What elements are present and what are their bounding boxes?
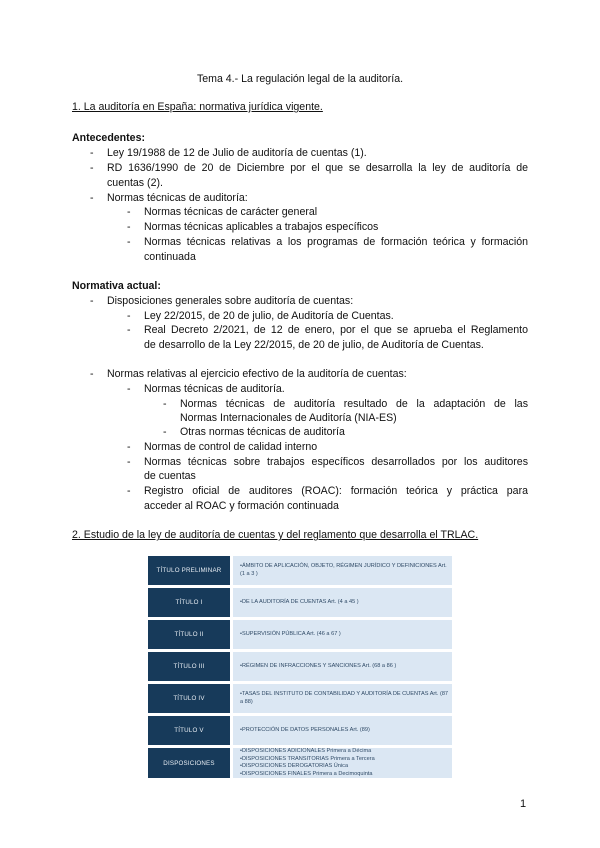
list-item: Normas técnicas de auditoría:	[107, 192, 248, 204]
list-item: Disposiciones generales sobre auditoría de cuentas:	[107, 295, 354, 307]
sub-list-item: Real Decreto 2/2021, de 12 de enero, por el que se aprueba el Reglamento	[144, 324, 528, 336]
content-line: •DISPOSICIONES ADICIONALES Primera a Décima	[240, 748, 372, 754]
bullet-dash: -	[127, 310, 131, 322]
normativa-heading: Normativa actual:	[72, 280, 161, 292]
table-row	[148, 684, 452, 713]
sub-list-item: Normas técnicas de carácter general	[144, 206, 318, 218]
sub-list-item-continued: de cuentas	[144, 470, 196, 482]
content-cell: •PROTECCIÓN DE DATOS PERSONALES Art. (89)	[230, 716, 452, 745]
sub-list-item: Normas técnicas sobre trabajos específicos desarrollados por los auditores	[144, 456, 528, 468]
bullet-dash: -	[90, 192, 94, 204]
list-item: RD 1636/1990 de 20 de Diciembre por el que se desarrolla la ley de auditoría de	[107, 162, 528, 174]
sub-list-item: Normas técnicas de auditoría.	[144, 383, 285, 395]
content-cell: •SUPERVISIÓN PÚBLICA Art. (46 a 67 )	[230, 620, 452, 649]
sub-list-item-continued: acceder al ROAC y formación continuada	[144, 500, 339, 512]
content-cell: •ÁMBITO DE APLICACIÓN, OBJETO, RÉGIMEN JURÍDICO Y DEFINICIONES Art. (1 a 3 )	[230, 556, 452, 585]
bullet-dash: -	[127, 441, 131, 453]
title-cell: DISPOSICIONES	[148, 748, 230, 778]
bullet-dash: -	[90, 162, 94, 174]
list-item-continued: cuentas (2).	[107, 177, 163, 189]
title-cell: TÍTULO PRELIMINAR	[148, 556, 230, 585]
title-cell: TÍTULO II	[148, 620, 230, 649]
bullet-dash: -	[90, 368, 94, 380]
list-item: Normas relativas al ejercicio efectivo de la auditoría de cuentas:	[107, 368, 407, 380]
content-line: •DISPOSICIONES FINALES Primera a Decimoquinta	[240, 770, 373, 777]
table-row	[148, 652, 452, 681]
section-2-heading: 2. Estudio de la ley de auditoría de cuentas y del reglamento que desarrolla el TRLAC.	[72, 529, 479, 541]
bullet-dash: -	[127, 206, 131, 218]
bullet-dash: -	[127, 324, 131, 336]
bullet-dash: -	[90, 147, 94, 159]
sub-sub-list-item: Otras normas técnicas de auditoría	[180, 426, 345, 438]
bullet-dash: -	[127, 383, 131, 395]
table-row	[148, 748, 452, 778]
section-1-heading: 1. La auditoría en España: normativa jurídica vigente.	[72, 101, 323, 113]
content-line: •DISPOSICIONES DEROGATORIAS Única	[240, 763, 349, 769]
law-structure-table	[148, 553, 452, 781]
table-row	[148, 556, 452, 585]
bullet-dash: -	[127, 236, 131, 248]
content-cell	[230, 748, 452, 778]
table-row	[148, 620, 452, 649]
bullet-dash: -	[127, 221, 131, 233]
bullet-dash: -	[90, 295, 94, 307]
list-item: Ley 19/1988 de 12 de Julio de auditoría de cuentas (1).	[107, 147, 367, 159]
page-title: Tema 4.- La regulación legal de la auditoría.	[196, 73, 404, 85]
sub-list-item: Normas técnicas aplicables a trabajos específicos	[144, 221, 379, 233]
content-cell: •TASAS DEL INSTITUTO DE CONTABILIDAD Y AUDITORÍA DE CUENTAS Art. (87 a 88)	[230, 684, 452, 713]
bullet-dash: -	[163, 398, 167, 410]
sub-sub-list-item: Normas técnicas de auditoría resultado de la adaptación de las	[180, 398, 528, 410]
sub-list-item: Normas técnicas relativas a los programas de formación teórica y formación	[144, 236, 528, 248]
page-number: 1	[520, 798, 527, 810]
sub-sub-list-item-continued: Normas Internacionales de Auditoría (NIA-ES)	[180, 412, 397, 424]
sub-list-item-continued: continuada	[144, 251, 196, 263]
content-cell: •DE LA AUDITORÍA DE CUENTAS Art. (4 a 45 )	[230, 588, 452, 617]
bullet-dash: -	[127, 456, 131, 468]
content-cell: •RÉGIMEN DE INFRACCIONES Y SANCIONES Art. (68 a 86 )	[230, 652, 452, 681]
title-cell: TÍTULO IV	[148, 684, 230, 713]
sub-list-item-continued: de desarrollo de la Ley 22/2015, de 20 de julio, de Auditoría de Cuentas.	[144, 339, 484, 351]
antecedentes-heading: Antecedentes:	[72, 132, 145, 144]
title-cell: TÍTULO V	[148, 716, 230, 745]
bullet-dash: -	[127, 485, 131, 497]
content-line: •DISPOSICIONES TRANSITORIAS Primera a Tercera	[240, 755, 375, 762]
table-row	[148, 716, 452, 745]
bullet-dash: -	[163, 426, 167, 438]
title-cell: TÍTULO I	[148, 588, 230, 617]
sub-list-item: Normas de control de calidad interno	[144, 441, 318, 453]
table-row	[148, 588, 452, 617]
sub-list-item: Registro oficial de auditores (ROAC): formación teórica y práctica para	[144, 485, 528, 497]
sub-list-item: Ley 22/2015, de 20 de julio, de Auditoría de Cuentas.	[144, 310, 394, 322]
title-cell: TÍTULO III	[148, 652, 230, 681]
